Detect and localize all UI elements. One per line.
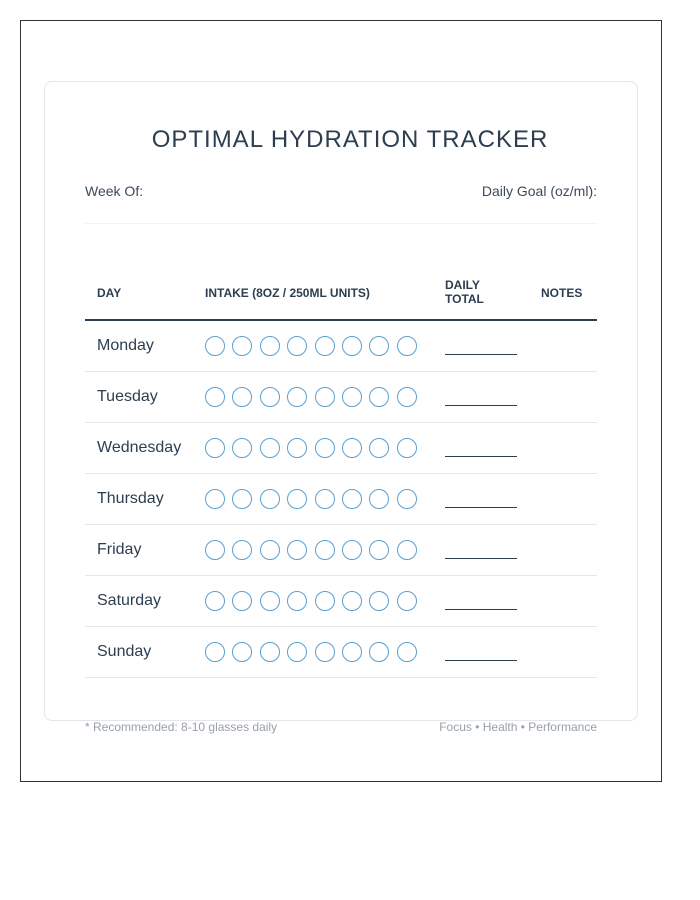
notes-field[interactable] bbox=[535, 423, 597, 473]
intake-circle-checkbox[interactable] bbox=[205, 540, 225, 560]
intake-circle-checkbox[interactable] bbox=[342, 438, 362, 458]
intake-circles bbox=[205, 591, 424, 611]
intake-circle-checkbox[interactable] bbox=[342, 489, 362, 509]
intake-circles bbox=[205, 540, 424, 560]
intake-circle-checkbox[interactable] bbox=[260, 540, 280, 560]
intake-circle-checkbox[interactable] bbox=[369, 489, 389, 509]
week-of-field[interactable]: Week Of: bbox=[85, 183, 144, 199]
intake-circle-checkbox[interactable] bbox=[397, 336, 417, 356]
page-title: OPTIMAL HYDRATION TRACKER bbox=[151, 126, 549, 153]
intake-circle-checkbox[interactable] bbox=[342, 642, 362, 662]
intake-circle-checkbox[interactable] bbox=[232, 642, 252, 662]
intake-circle-checkbox[interactable] bbox=[205, 489, 225, 509]
notes-field[interactable] bbox=[535, 372, 597, 422]
intake-circle-checkbox[interactable] bbox=[369, 438, 389, 458]
intake-circle-checkbox[interactable] bbox=[260, 642, 280, 662]
table-row bbox=[85, 423, 597, 474]
intake-circle-checkbox[interactable] bbox=[232, 540, 252, 560]
table-row bbox=[85, 525, 597, 576]
day-label: Friday bbox=[97, 541, 142, 558]
notes-field[interactable] bbox=[535, 525, 597, 575]
day-label: Thursday bbox=[97, 490, 164, 507]
intake-circle-checkbox[interactable] bbox=[287, 642, 307, 662]
intake-circle-checkbox[interactable] bbox=[397, 540, 417, 560]
intake-circle-checkbox[interactable] bbox=[397, 642, 417, 662]
column-header-notes: NOTES bbox=[541, 286, 583, 300]
intake-circle-checkbox[interactable] bbox=[397, 438, 417, 458]
column-header-day: DAY bbox=[97, 286, 122, 300]
intake-circle-checkbox[interactable] bbox=[232, 591, 252, 611]
intake-circles bbox=[205, 336, 424, 356]
intake-circle-checkbox[interactable] bbox=[232, 489, 252, 509]
intake-circle-checkbox[interactable] bbox=[260, 336, 280, 356]
intake-circle-checkbox[interactable] bbox=[315, 642, 335, 662]
intake-circle-checkbox[interactable] bbox=[205, 438, 225, 458]
intake-circle-checkbox[interactable] bbox=[287, 540, 307, 560]
daily-total-field[interactable] bbox=[445, 609, 517, 610]
table-header bbox=[85, 270, 597, 321]
intake-circle-checkbox[interactable] bbox=[369, 387, 389, 407]
intake-circle-checkbox[interactable] bbox=[397, 591, 417, 611]
intake-circle-checkbox[interactable] bbox=[397, 489, 417, 509]
day-label: Wednesday bbox=[97, 439, 182, 456]
intake-circle-checkbox[interactable] bbox=[315, 438, 335, 458]
intake-circle-checkbox[interactable] bbox=[260, 489, 280, 509]
column-header-daily-total-line2: TOTAL bbox=[445, 292, 484, 306]
column-header-intake: INTAKE (8OZ / 250ML UNITS) bbox=[205, 286, 370, 300]
daily-total-field[interactable] bbox=[445, 456, 517, 457]
intake-circle-checkbox[interactable] bbox=[369, 336, 389, 356]
intake-circle-checkbox[interactable] bbox=[205, 387, 225, 407]
day-label: Monday bbox=[97, 337, 154, 354]
intake-circle-checkbox[interactable] bbox=[232, 387, 252, 407]
notes-field[interactable] bbox=[535, 576, 597, 626]
daily-total-field[interactable] bbox=[445, 354, 517, 355]
intake-circle-checkbox[interactable] bbox=[232, 438, 252, 458]
intake-circle-checkbox[interactable] bbox=[315, 591, 335, 611]
daily-total-field[interactable] bbox=[445, 507, 517, 508]
intake-circle-checkbox[interactable] bbox=[315, 336, 335, 356]
intake-circle-checkbox[interactable] bbox=[260, 438, 280, 458]
intake-circle-checkbox[interactable] bbox=[260, 591, 280, 611]
intake-circle-checkbox[interactable] bbox=[260, 387, 280, 407]
intake-circle-checkbox[interactable] bbox=[205, 591, 225, 611]
intake-circle-checkbox[interactable] bbox=[342, 387, 362, 407]
notes-field[interactable] bbox=[535, 321, 597, 371]
footer-recommendation: * Recommended: 8-10 glasses daily bbox=[85, 720, 278, 734]
intake-circle-checkbox[interactable] bbox=[342, 591, 362, 611]
column-header-daily-total-line1: DAILY bbox=[445, 278, 480, 292]
intake-circles bbox=[205, 438, 424, 458]
intake-circle-checkbox[interactable] bbox=[232, 336, 252, 356]
intake-circle-checkbox[interactable] bbox=[397, 387, 417, 407]
intake-circle-checkbox[interactable] bbox=[205, 336, 225, 356]
table-body bbox=[85, 321, 597, 678]
table-row bbox=[85, 372, 597, 423]
intake-circle-checkbox[interactable] bbox=[315, 540, 335, 560]
intake-circle-checkbox[interactable] bbox=[287, 387, 307, 407]
day-label: Sunday bbox=[97, 643, 152, 660]
table-row bbox=[85, 474, 597, 525]
intake-circles bbox=[205, 489, 424, 509]
table-row bbox=[85, 627, 597, 678]
intake-circle-checkbox[interactable] bbox=[369, 642, 389, 662]
daily-total-field[interactable] bbox=[445, 660, 517, 661]
intake-circle-checkbox[interactable] bbox=[287, 438, 307, 458]
intake-circle-checkbox[interactable] bbox=[315, 387, 335, 407]
daily-goal-field[interactable]: Daily Goal (oz/ml): bbox=[481, 183, 597, 199]
intake-circle-checkbox[interactable] bbox=[342, 540, 362, 560]
header-divider bbox=[85, 223, 597, 224]
intake-circles bbox=[205, 642, 424, 662]
intake-circle-checkbox[interactable] bbox=[369, 591, 389, 611]
notes-field[interactable] bbox=[535, 627, 597, 677]
intake-circles bbox=[205, 387, 424, 407]
daily-total-field[interactable] bbox=[445, 405, 517, 406]
column-header-daily-total bbox=[445, 278, 484, 306]
intake-circle-checkbox[interactable] bbox=[342, 336, 362, 356]
day-label: Tuesday bbox=[97, 388, 158, 405]
intake-circle-checkbox[interactable] bbox=[205, 642, 225, 662]
intake-circle-checkbox[interactable] bbox=[315, 489, 335, 509]
intake-circle-checkbox[interactable] bbox=[287, 336, 307, 356]
intake-circle-checkbox[interactable] bbox=[287, 489, 307, 509]
daily-total-field[interactable] bbox=[445, 558, 517, 559]
hydration-table bbox=[85, 270, 597, 678]
footer-tagline: Focus • Health • Performance bbox=[439, 720, 597, 734]
table-row bbox=[85, 321, 597, 372]
intake-circle-checkbox[interactable] bbox=[287, 591, 307, 611]
table-row bbox=[85, 576, 597, 627]
notes-field[interactable] bbox=[535, 474, 597, 524]
day-label: Saturday bbox=[97, 592, 162, 609]
intake-circle-checkbox[interactable] bbox=[369, 540, 389, 560]
